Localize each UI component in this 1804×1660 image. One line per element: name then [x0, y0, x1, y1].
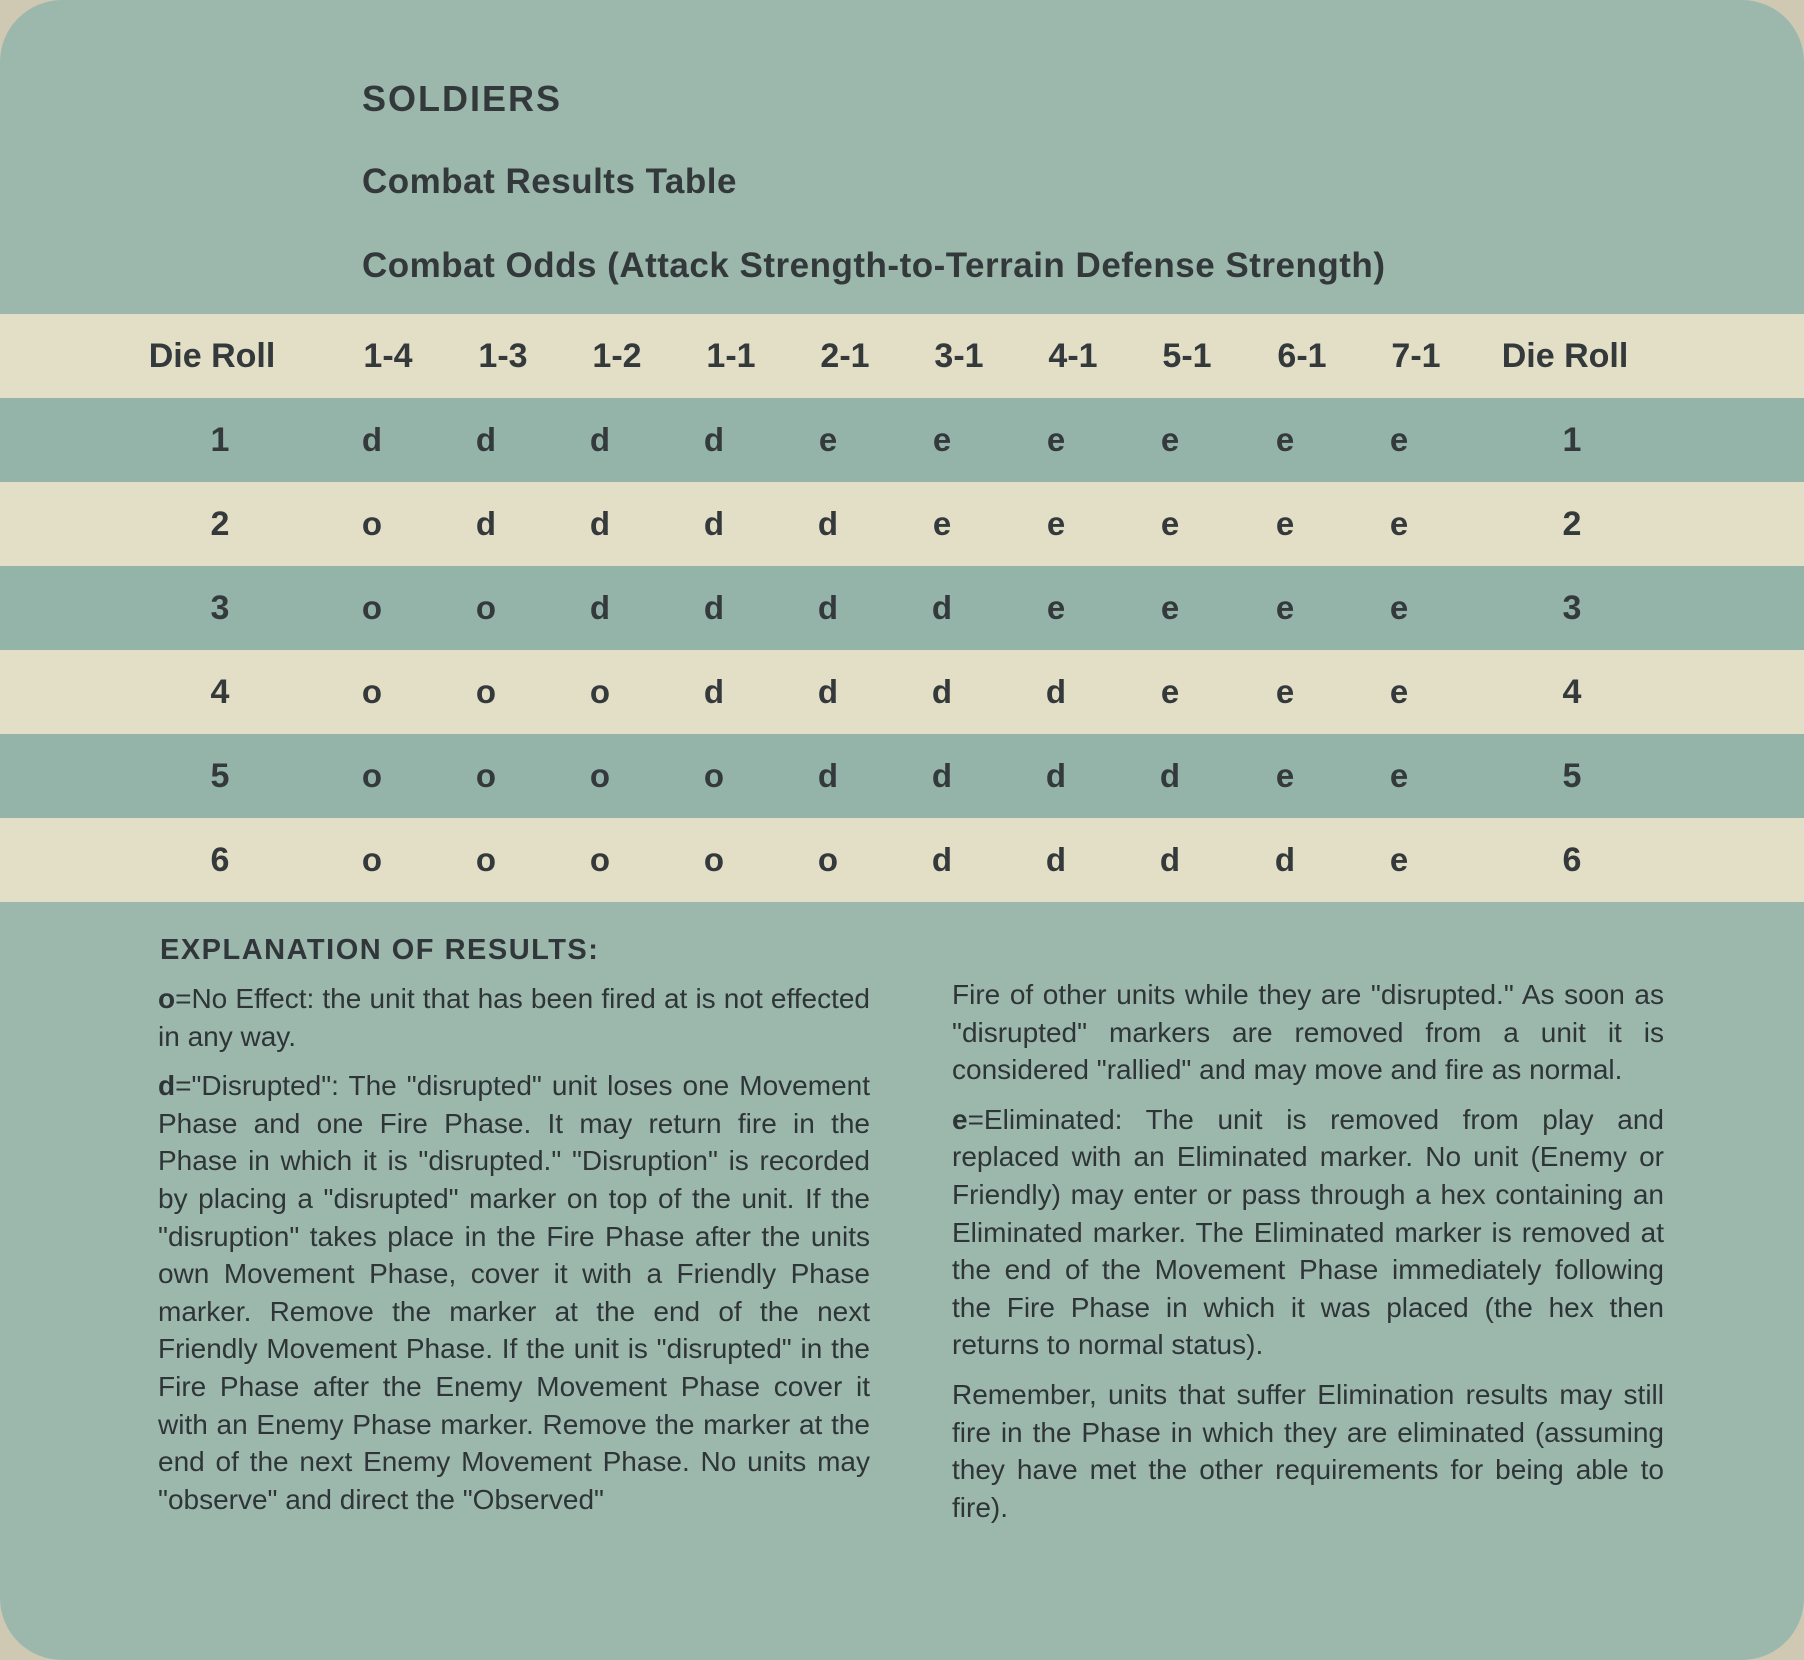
result-cell: o — [475, 673, 497, 710]
result-cell: e — [1389, 589, 1409, 626]
odds-header: 5-1 — [1162, 337, 1212, 375]
result-cell: d — [817, 673, 839, 710]
result-cell: e — [1160, 421, 1180, 458]
result-cell: d — [931, 673, 953, 710]
eliminated-paragraph — [952, 1101, 1664, 1364]
result-cell: e — [1389, 841, 1409, 878]
die-roll-value: 1 — [210, 421, 230, 459]
table-row — [0, 482, 1804, 566]
result-cell: e — [1389, 505, 1409, 542]
die-roll-header-right: Die Roll — [1501, 337, 1629, 375]
result-cell: d — [931, 757, 953, 794]
result-cell: d — [1045, 757, 1067, 794]
result-cell: e — [1275, 589, 1295, 626]
result-cell: e — [932, 421, 952, 458]
result-cell: o — [475, 589, 497, 626]
combat-results-table — [0, 314, 1804, 902]
no-effect-text: =No Effect: the unit that has been fired at is not effected in any way. — [158, 983, 870, 1052]
result-cell: o — [703, 757, 725, 794]
no-effect-paragraph — [158, 980, 870, 1055]
odds-header: 7-1 — [1391, 337, 1441, 375]
odds-header: 1-1 — [706, 337, 756, 375]
die-roll-header-left: Die Roll — [148, 337, 276, 375]
die-roll-value: 1 — [1562, 421, 1582, 459]
result-cell: e — [1160, 589, 1180, 626]
explanation-right-column — [952, 976, 1664, 1538]
result-cell: d — [817, 589, 839, 626]
result-cell: o — [361, 757, 383, 794]
odds-heading: Combat Odds (Attack Strength-to-Terrain Defense Strength) — [362, 246, 1386, 285]
result-key-o: o — [158, 983, 176, 1014]
result-cell: d — [589, 589, 611, 626]
result-cell: d — [703, 421, 725, 458]
result-cell: o — [475, 757, 497, 794]
result-cell: d — [931, 589, 953, 626]
result-key-e: e — [952, 1103, 968, 1135]
result-cell: d — [589, 505, 611, 542]
result-key-d: d — [158, 1070, 176, 1102]
result-cell: e — [1275, 673, 1295, 710]
result-cell: e — [1389, 673, 1409, 710]
table-row — [0, 566, 1804, 650]
result-cell: d — [475, 421, 497, 458]
odds-header: 1-4 — [363, 337, 413, 375]
result-cell: d — [817, 757, 839, 794]
table-header-row — [0, 314, 1804, 398]
table-row — [0, 650, 1804, 734]
result-cell: d — [931, 841, 953, 878]
eliminated-text: =Eliminated: The unit is removed from play and replaced with an Eliminated marker. No unit (Enemy or Friendly) may enter or pass through a hex containing an Eliminated marker. The Eliminated marker is removed at the end of the Movement Phase immediately following the Fire Phase in which it was placed (the hex then returns to normal status). — [952, 1103, 1664, 1361]
die-roll-value: 3 — [210, 589, 230, 627]
result-cell: o — [703, 841, 725, 878]
disrupted-paragraph — [158, 1067, 870, 1518]
result-cell: d — [1274, 841, 1296, 878]
result-cell: d — [475, 505, 497, 542]
result-cell: o — [589, 841, 611, 878]
result-cell: e — [1275, 757, 1295, 794]
result-cell: d — [1159, 841, 1181, 878]
result-cell: d — [1159, 757, 1181, 794]
result-cell: e — [1046, 421, 1066, 458]
die-roll-value: 4 — [1562, 673, 1582, 711]
odds-header: 3-1 — [934, 337, 984, 375]
result-cell: e — [1046, 589, 1066, 626]
result-cell: e — [1046, 505, 1066, 542]
remember-paragraph: Remember, units that suffer Elimination results may still fire in the Phase in which they are eliminated (assuming they have met the other requirements for being able to fire). — [952, 1378, 1664, 1523]
result-cell: o — [589, 673, 611, 710]
result-cell: d — [817, 505, 839, 542]
table-title: Combat Results Table — [362, 162, 737, 201]
result-cell: e — [818, 421, 838, 458]
disrupted-continued-paragraph: Fire of other units while they are "disrupted." As soon as "disrupted" markers are removed from a unit it is considered "rallied" and may move and fire as normal. — [952, 979, 1664, 1086]
disrupted-text: ="Disrupted": The "disrupted" unit loses one Movement Phase and one Fire Phase. It may return fire in the Phase in which it is "disrupted." "Disruption" is recorded by placing a "disrupted" marker on top of the unit. If the "disruption" takes place in the Fire Phase after the units own Movement Phase, cover it with a Friendly Phase marker. Remove the marker at the end of the next Friendly Movement Phase. If the unit is "disrupted" in the Fire Phase after the Enemy Movement Phase cover it with an Enemy Phase marker. Remove the marker at the end of the next Enemy Movement Phase. No units may "observe" and direct the "Observed" — [158, 1070, 870, 1515]
die-roll-value: 5 — [210, 757, 230, 795]
result-cell: o — [361, 841, 383, 878]
result-cell: d — [703, 589, 725, 626]
result-cell: o — [361, 673, 383, 710]
result-cell: d — [1045, 673, 1067, 710]
die-roll-value: 2 — [210, 505, 230, 543]
die-roll-value: 6 — [210, 841, 230, 879]
explanation-left-column — [158, 980, 870, 1530]
odds-header: 1-2 — [592, 337, 642, 375]
result-cell: e — [932, 505, 952, 542]
result-cell: d — [361, 421, 383, 458]
die-roll-value: 5 — [1562, 757, 1582, 795]
odds-header: 1-3 — [478, 337, 528, 375]
result-cell: d — [703, 505, 725, 542]
result-cell: e — [1275, 421, 1295, 458]
result-cell: e — [1160, 505, 1180, 542]
table-row — [0, 818, 1804, 902]
explanation-title: EXPLANATION OF RESULTS: — [160, 934, 600, 966]
result-cell: o — [475, 841, 497, 878]
table-row — [0, 734, 1804, 818]
die-roll-value: 4 — [210, 673, 230, 711]
odds-header: 6-1 — [1277, 337, 1327, 375]
result-cell: o — [589, 757, 611, 794]
result-cell: e — [1160, 673, 1180, 710]
die-roll-value: 3 — [1562, 589, 1582, 627]
die-roll-value: 2 — [1562, 505, 1582, 543]
result-cell: d — [1045, 841, 1067, 878]
odds-header: 2-1 — [820, 337, 870, 375]
result-cell: d — [703, 673, 725, 710]
result-cell: e — [1389, 421, 1409, 458]
result-cell: e — [1275, 505, 1295, 542]
result-cell: o — [361, 505, 383, 542]
game-title: SOLDIERS — [362, 78, 563, 119]
result-cell: o — [361, 589, 383, 626]
die-roll-value: 6 — [1562, 841, 1582, 879]
result-cell: e — [1389, 757, 1409, 794]
odds-header: 4-1 — [1048, 337, 1098, 375]
result-cell: d — [589, 421, 611, 458]
result-cell: o — [817, 841, 839, 878]
table-row — [0, 398, 1804, 482]
